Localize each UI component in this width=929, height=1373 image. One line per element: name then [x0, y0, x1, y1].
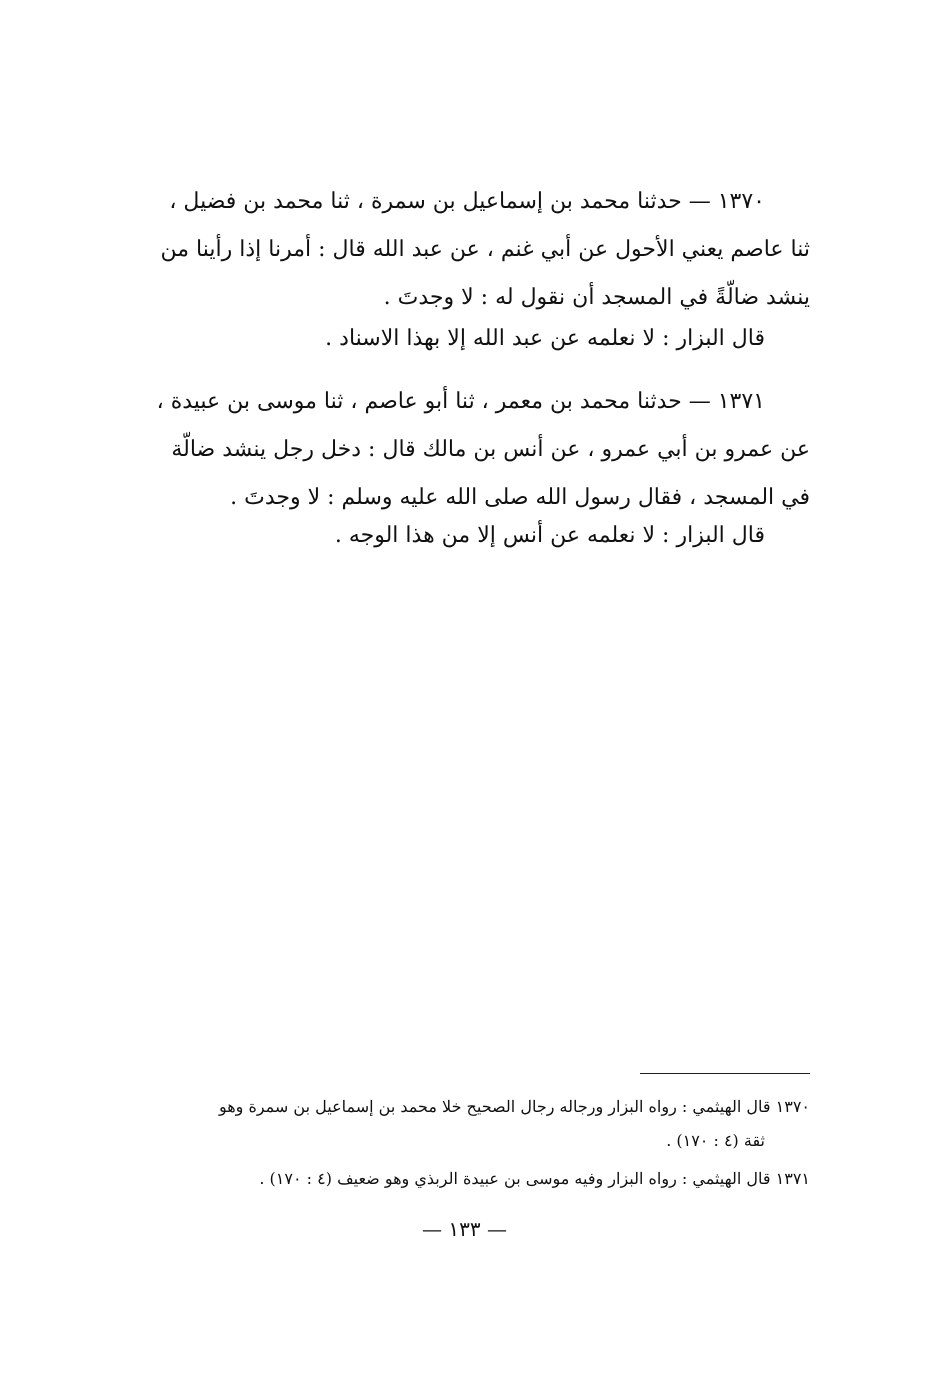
footnote-1371 — [150, 1162, 810, 1196]
note-line: قال البزار : لا نعلمه عن أنس إلا من هذا الوجه . — [334, 523, 765, 548]
footnote-line: ١٣٧١ قال الهيثمي : رواه البزار وفيه موسى بن عبيدة الربذي وهو ضعيف (٤ : ١٧٠) . — [259, 1169, 810, 1188]
entry-line: ١٣٧١ — حدثنا محمد بن معمر ، ثنا أبو عاصم ، ثنا موسى بن عبيدة ، — [156, 389, 765, 414]
hadith-entry-1370 — [150, 178, 810, 322]
bazzar-note-1371 — [150, 512, 810, 560]
footnote-1370 — [150, 1090, 810, 1158]
page-number: — ١٣٣ — — [422, 1217, 507, 1241]
bazzar-note-1370 — [150, 315, 810, 363]
entry-line: عن عمرو بن أبي عمرو ، عن أنس بن مالك قال : دخل رجل ينشد ضالّة — [171, 437, 810, 462]
entry-line: ينشد ضالّةً في المسجد أن نقول له : لا وجدتَ . — [383, 285, 810, 310]
footnote-divider — [640, 1073, 810, 1074]
note-line: قال البزار : لا نعلمه عن عبد الله إلا بهذا الاسناد . — [325, 326, 765, 351]
entry-line: ١٣٧٠ — حدثنا محمد بن إسماعيل بن سمرة ، ثنا محمد بن فضيل ، — [169, 189, 765, 214]
hadith-entry-1371 — [150, 378, 810, 522]
entry-line: ثنا عاصم يعني الأحول عن أبي غنم ، عن عبد الله قال : أمرنا إذا رأينا من — [160, 237, 810, 262]
footnote-line: ثقة (٤ : ١٧٠) . — [666, 1131, 765, 1150]
footnote-line: ١٣٧٠ قال الهيثمي : رواه البزار ورجاله رجال الصحيح خلا محمد بن إسماعيل بن سمرة وهو — [218, 1097, 810, 1116]
entry-line: في المسجد ، فقال رسول الله صلى الله عليه وسلم : لا وجدتَ . — [230, 485, 810, 510]
